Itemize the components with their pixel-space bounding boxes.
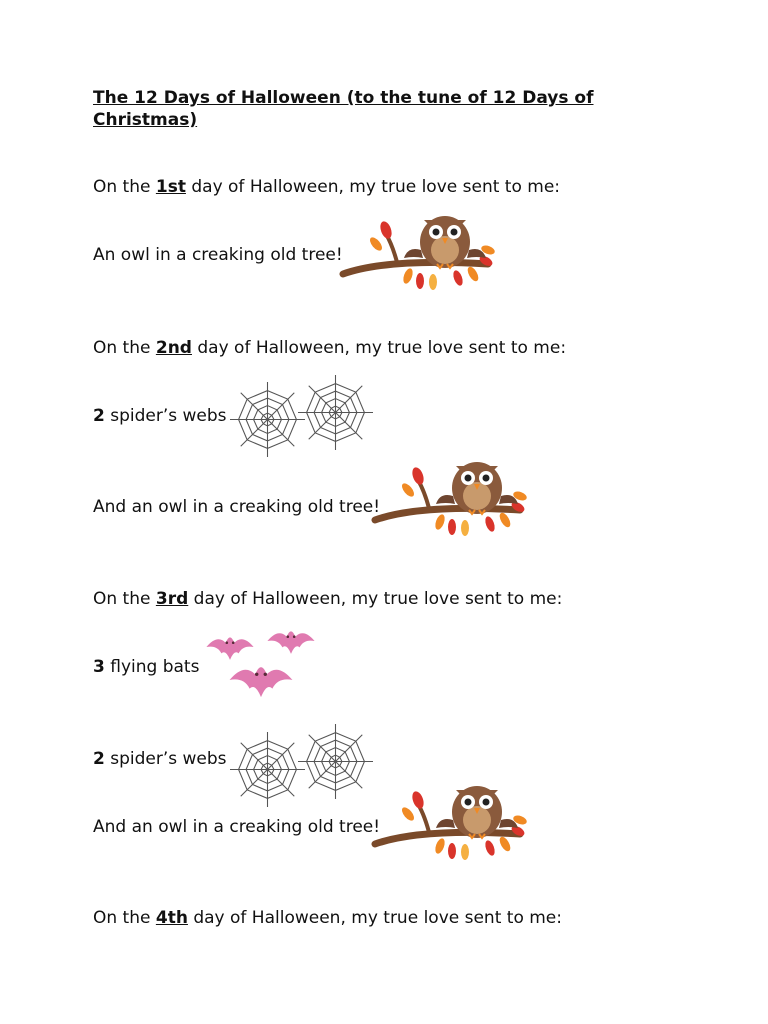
owl-on-branch-icon [370,462,530,542]
verse-ordinal: 1st [155,177,186,197]
verse-intro-suffix: day of Halloween, my true love sent to me: [191,338,567,358]
verse-intro-suffix: day of Halloween, my true love sent to me: [185,177,561,197]
verse-3-line-1 [93,656,199,678]
verse-ordinal: 3rd [155,589,189,609]
spider-web-icon [298,375,373,450]
verse-2-line-1 [93,405,227,427]
verse-2-line-2: And an owl in a creaking old tree! [93,497,381,517]
verse-intro-prefix: On the [93,908,156,928]
verse-ordinal: 2nd [155,338,192,358]
bat-icon [228,660,294,700]
count-number: 3 [93,657,105,677]
verse-intro-prefix: On the [93,338,156,358]
verse-intro-suffix: day of Halloween, my true love sent to me: [188,589,563,609]
verse-intro-prefix: On the [93,177,156,197]
bat-icon [260,626,322,656]
verse-intro-prefix: On the [93,589,156,609]
line-text: spider’s webs [104,749,227,769]
verse-4-intro [93,907,562,929]
spider-web-icon [230,732,305,807]
owl-on-branch-icon [338,216,498,296]
count-number: 2 [93,749,105,769]
verse-1-intro [93,176,560,198]
verse-3-intro [93,588,562,610]
line-text: spider’s webs [104,406,227,426]
document-title: The 12 Days of Halloween (to the tune of 12 Days of Christmas) [93,88,594,130]
verse-ordinal: 4th [155,908,188,928]
verse-2-intro [93,337,566,359]
spider-web-icon [230,382,305,457]
bat-icon [206,632,254,662]
verse-intro-suffix: day of Halloween, my true love sent to me: [187,908,562,928]
verse-3-line-2 [93,748,227,770]
spider-web-icon [298,724,373,799]
owl-on-branch-icon [370,786,530,866]
line-text: flying bats [104,657,200,677]
count-number: 2 [93,406,105,426]
verse-1-line-1: An owl in a creaking old tree! [93,245,343,265]
verse-3-line-3: And an owl in a creaking old tree! [93,817,381,837]
